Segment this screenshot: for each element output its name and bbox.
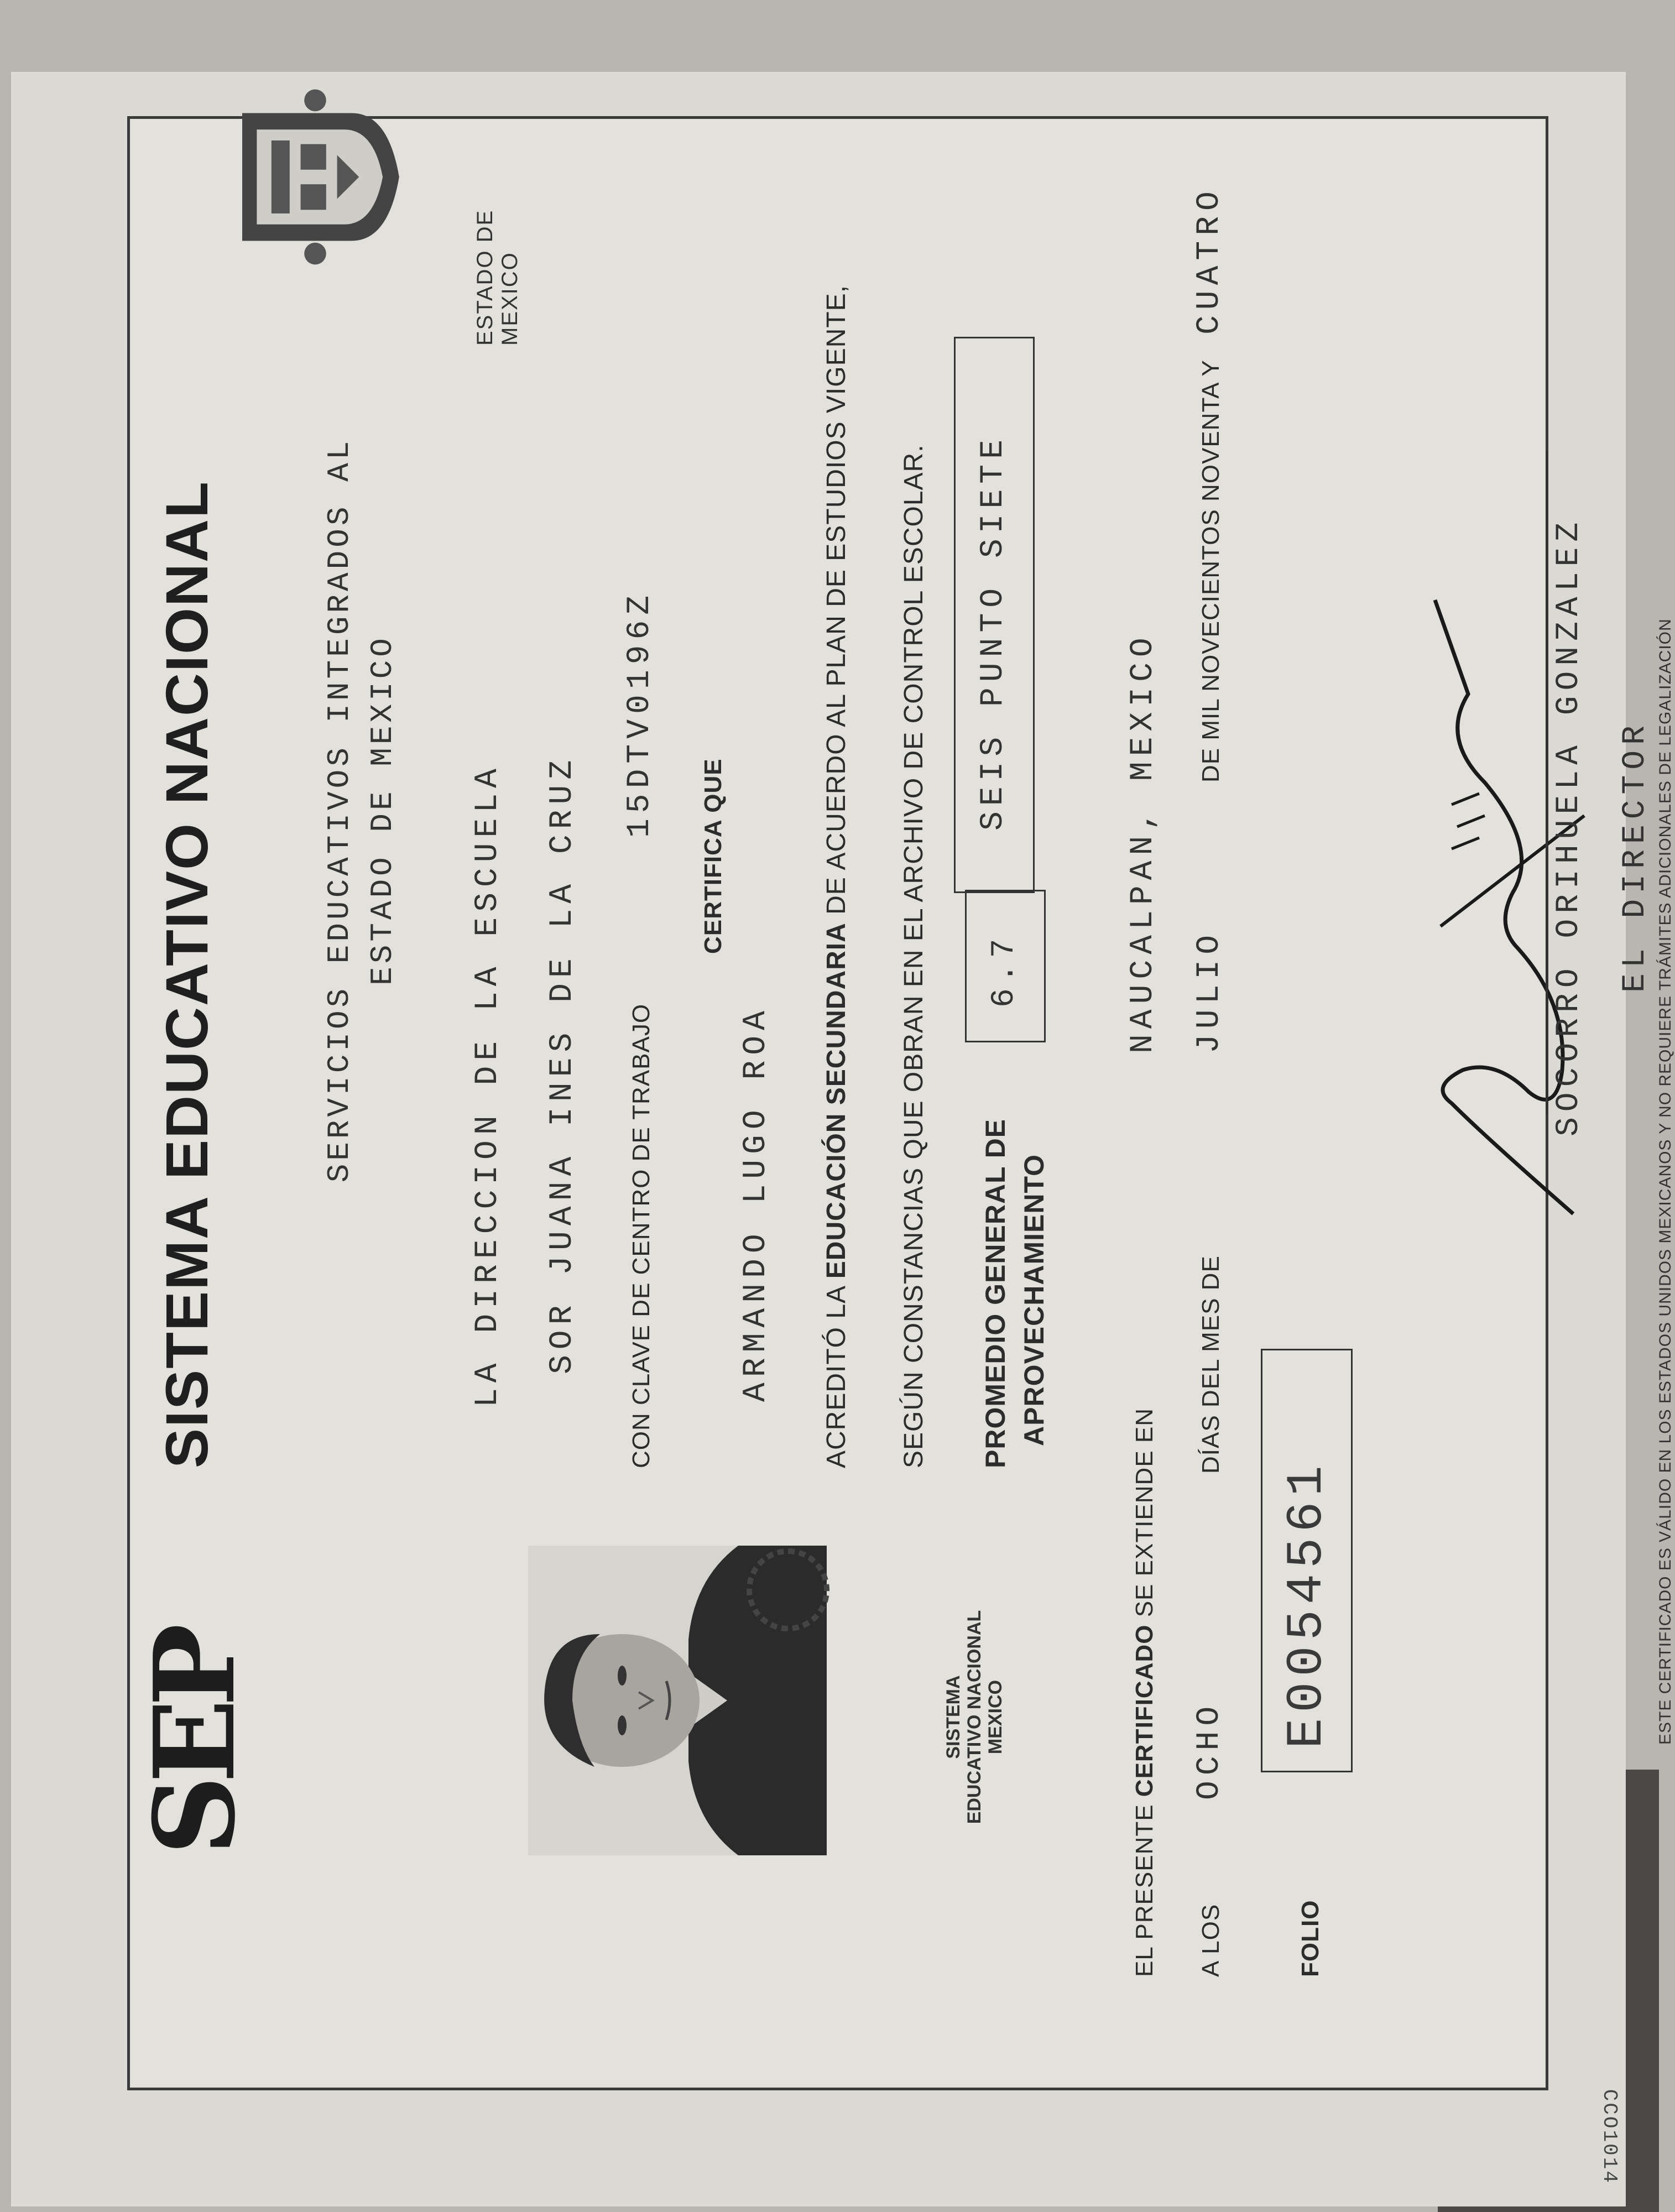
grade-label: PROMEDIO GENERAL DE APROVECHAMIENTO [980, 1118, 1050, 1468]
grade-written: SEIS PUNTO SIETE [975, 434, 1011, 831]
portrait-image [528, 1546, 827, 1855]
folio-number: E0054561 [1278, 1460, 1336, 1749]
school-name: SOR JUANA INES DE LA CRUZ [545, 754, 581, 1374]
work-center-code: 15DTV0196Z [622, 589, 658, 838]
form-code: CCO1014 [1598, 2089, 1621, 2184]
issuer-line-1: SERVICIOS EDUCATIVOS INTEGRADOS AL [322, 437, 357, 1183]
sep-logo: SEP [130, 1631, 260, 1855]
days-of-month-label: DÍAS DEL MES DE [1197, 1255, 1224, 1474]
certificate-frame [127, 116, 1674, 2090]
issuer-line-2: ESTADO DE MEXICO [365, 635, 400, 985]
student-photo [528, 1546, 827, 1855]
edomex-coat-of-arms-icon [224, 86, 406, 268]
at-label: A LOS [1197, 1903, 1224, 1977]
issuance-line: EL PRESENTE CERTIFICADO SE EXTIENDE EN [1131, 1407, 1158, 1977]
issuer [318, 395, 404, 1225]
certificate-paper [11, 72, 1674, 2206]
seal-text: SISTEMA EDUCATIVO NACIONAL MEXICO [943, 1610, 1006, 1824]
direction-label: LA DIRECCION DE LA ESCUELA [470, 763, 506, 1407]
accreditation-line: ACREDITÓ LA EDUCACIÓN SECUNDARIA DE ACUERDO AL PLAN DE ESTUDIOS VIGENTE, [822, 285, 851, 1468]
footer-note: ESTE CERTIFICADO ES VÁLIDO EN LOS ESTADOS UNIDOS MEXICANOS Y NO REQUIERE TRÁMITES ADICIONALES DE LEGALIZACIÓN [1656, 618, 1674, 1745]
day: OCHO [1192, 1700, 1228, 1800]
year-prefix: DE MIL NOVECIENTOS NOVENTA Y [1197, 359, 1224, 782]
year-suffix: CUATRO [1192, 186, 1228, 335]
signatory-name: SOCORRO ORIHUELA GONZALEZ [1551, 517, 1587, 1136]
records-line: SEGÚN CONSTANCIAS QUE OBRAN EN EL ARCHIVO DE CONTROL ESCOLAR. [899, 444, 928, 1468]
grade-written-box [954, 337, 1035, 893]
signature-line [1546, 451, 1548, 1114]
certifies-label: CERTIFICA QUE [700, 758, 727, 954]
state-label: ESTADO DE MEXICO [473, 209, 522, 346]
student-name: ARMANDO LUGO ROA [738, 1005, 774, 1402]
signatory-title: EL DIRECTOR [1617, 720, 1653, 993]
page-title: SISTEMA EDUCATIVO NACIONAL [153, 480, 220, 1468]
folio-box [1261, 1349, 1353, 1772]
month: JULIO [1192, 929, 1228, 1053]
grade-numeric: 6.7 [987, 933, 1022, 1008]
place: NAUCALPAN, MEXICO [1125, 632, 1161, 1053]
work-center-label: CON CLAVE DE CENTRO DE TRABAJO [628, 1003, 655, 1468]
grade-numeric-box [965, 890, 1046, 1042]
folio-label: FOLIO [1297, 1900, 1324, 1977]
